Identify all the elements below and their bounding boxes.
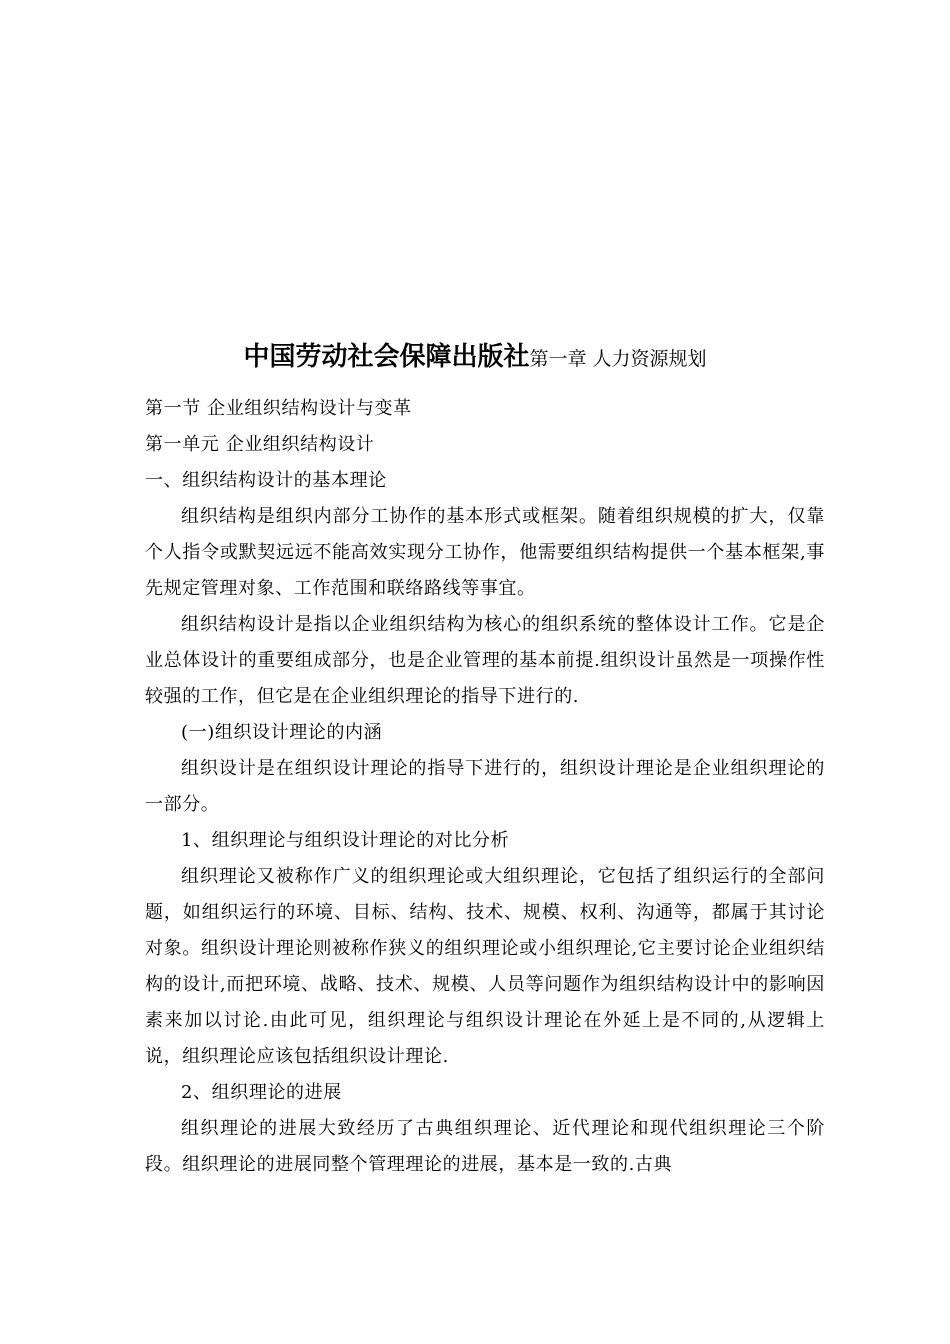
section-heading: 第一节 企业组织结构设计与变革: [145, 398, 412, 419]
document-body: [145, 391, 825, 1183]
unit-heading: 第一单元 企业组织结构设计: [145, 434, 375, 455]
paragraph-2: 组织结构设计是指以企业组织结构为核心的组织系统的整体设计工作。它是企业总体设计的重要组成部分，也是企业管理的基本前提.组织设计虽然是一项操作性较强的工作，但它是在企业组织理论的指导下进行的.: [145, 614, 825, 707]
topic-heading: 一、组织结构设计的基本理论: [145, 470, 387, 491]
subheading-connotation: (一)组织设计理论的内涵: [181, 722, 383, 743]
paragraph-5: 组织理论的进展大致经历了古典组织理论、近代理论和现代组织理论三个阶段。组织理论的进展同整个管理理论的进展，基本是一致的.古典: [145, 1118, 825, 1175]
subheading-comparison: 1、组织理论与组织设计理论的对比分析: [181, 830, 510, 851]
paragraph-3: 组织设计是在组织设计理论的指导下进行的，组织设计理论是企业组织理论的一部分。: [145, 758, 825, 815]
publisher-name: 中国劳动社会保障出版社: [243, 342, 530, 372]
paragraph-4: 组织理论又被称作广义的组织理论或大组织理论，它包括了组织运行的全部问题，如组织运行的环境、目标、结构、技术、规模、权利、沟通等，都属于其讨论对象。组织设计理论则被称作狭义的组织理论或小组织理论,它主要讨论企业组织结构的设计,而把环境、战略、技术、规模、人员等问题作为组织结构设计中的影响因素来加以讨论.由此可见，组织理论与组织设计理论在外延上是不同的,从逻辑上说，组织理论应该包括组织设计理论.: [145, 866, 825, 1067]
paragraph-1: 组织结构是组织内部分工协作的基本形式或框架。随着组织规模的扩大，仅靠个人指令或默契远远不能高效实现分工协作，他需要组织结构提供一个基本框架,事先规定管理对象、工作范围和联络路线等事宜。: [145, 506, 825, 599]
page-title: [0, 336, 950, 373]
chapter-title: 第一章 人力资源规划: [529, 348, 707, 370]
subheading-progress: 2、组织理论的进展: [181, 1082, 342, 1103]
